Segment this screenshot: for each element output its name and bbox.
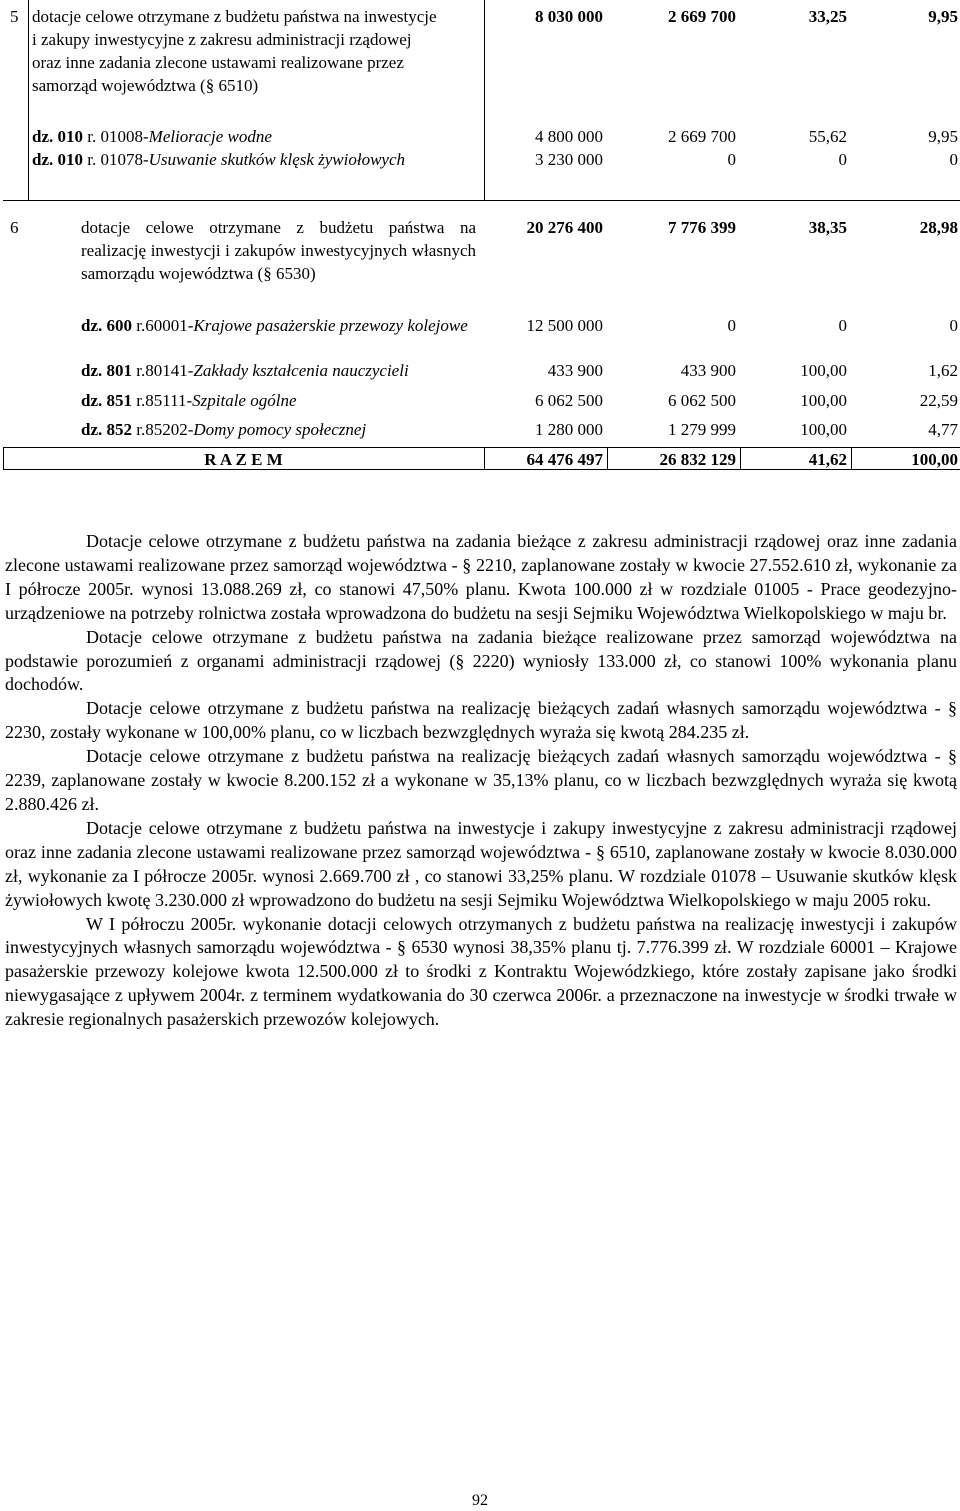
share-value: 0	[949, 150, 958, 169]
percent-value: 0	[838, 316, 847, 335]
row-number: 5	[10, 7, 19, 26]
plan-value: 3 230 000	[535, 150, 603, 169]
share-value: 0	[949, 316, 958, 335]
percent-value: 55,62	[808, 127, 847, 146]
percent-value: 0	[838, 150, 847, 169]
execution-value: 1 279 999	[668, 420, 736, 439]
total-label: R A Z E M	[204, 450, 283, 469]
plan-value: 8 030 000	[535, 7, 603, 26]
row-number: 6	[10, 218, 19, 237]
plan-value: 1 280 000	[535, 420, 603, 439]
share-value: 9,95	[928, 7, 958, 26]
paragraph: Dotacje celowe otrzymane z budżetu państwa na zadania bieżące z zakresu administracji rządowej oraz inne zadania zlecone ustawami realizowane przez samorząd województwa - § 2210, zaplanowane zostały w kwocie 27.552.610 zł, wykonanie za I półrocze 2005r. wynosi 13.088.269 zł, co stanowi 47,50% planu. Kwota 100.000 zł w rozdziale 01005 - Prace geodezyjno-urządzeniowe na potrzeby rolnictwa została wprowadzona do budżetu na sesji Sejmiku Województwa Wielkopolskiego w maju br.	[5, 531, 957, 623]
share-value: 9,95	[928, 127, 958, 146]
subrow-label: dz. 600 r.60001-Krajowe pasażerskie przewozy kolejowe	[81, 316, 468, 335]
share-value: 4,77	[928, 420, 958, 439]
share-value: 22,59	[919, 391, 958, 410]
page-number: 92	[472, 1492, 488, 1509]
table-line	[3, 200, 960, 201]
percent-value: 100,00	[800, 420, 847, 439]
plan-value: 433 900	[547, 361, 603, 380]
budget-table	[3, 0, 960, 470]
table-line	[851, 448, 852, 470]
paragraph: Dotacje celowe otrzymane z budżetu państwa na realizację bieżących zadań własnych samorządu województwa - § 2239, zaplanowane zostały w kwocie 8.200.152 zł a wykonane w 35,13% planu, co w liczbach bezwzględnych wyraża się kwotą 2.880.426 zł.	[5, 746, 957, 814]
percent-value: 100,00	[800, 391, 847, 410]
table-line	[740, 448, 741, 470]
execution-value: 7 776 399	[668, 218, 736, 237]
table-line	[484, 448, 485, 470]
percent-value: 38,35	[808, 218, 847, 237]
share-value: 28,98	[919, 218, 958, 237]
row-description: dotacje celowe otrzymane z budżetu państwa na inwestycje i zakupy inwestycyjne z zakresu administracji rządowej oraz inne zadania zlecone ustawami realizowane przez samorząd województwa (§ 6510)	[32, 7, 437, 95]
body-text	[5, 530, 957, 1032]
total-share-value: 100,00	[911, 450, 958, 469]
execution-value: 0	[727, 316, 736, 335]
subrow-label: dz. 801 r.80141-Zakłady kształcenia nauczycieli	[81, 361, 409, 380]
share-value: 1,62	[928, 361, 958, 380]
total-execution-value: 26 832 129	[659, 450, 736, 469]
percent-value: 100,00	[800, 361, 847, 380]
plan-value: 12 500 000	[526, 316, 603, 335]
subrow-label: dz. 851 r.85111-Szpitale ogólne	[81, 391, 297, 410]
paragraph: Dotacje celowe otrzymane z budżetu państwa na zadania bieżące realizowane przez samorząd województwa na podstawie porozumień z organami administracji rządowej (§ 2220) wyniosły 133.000 zł, co stanowi 100% wykonania planu dochodów.	[5, 626, 957, 695]
plan-value: 6 062 500	[535, 391, 603, 410]
execution-value: 6 062 500	[668, 391, 736, 410]
percent-value: 33,25	[808, 7, 847, 26]
row-description: dotacje celowe otrzymane z budżetu państwa na realizację inwestycji i zakupów inwestycyjnych własnych samorządu województwa (§ 6530)	[81, 218, 476, 283]
plan-value: 20 276 400	[526, 218, 603, 237]
execution-value: 0	[727, 150, 736, 169]
table-line	[28, 0, 29, 200]
paragraph: Dotacje celowe otrzymane z budżetu państwa na inwestycje i zakupy inwestycyjne z zakresu administracji rządowej oraz inne zadania zlecone ustawami realizowane przez samorząd województwa - § 6510, zaplanowane zostały w kwocie 8.030.000 zł, wykonanie za I półrocze 2005r. wynosi 2.669.700 zł , co stanowi 33,25% planu. W rozdziale 01078 – Usuwanie skutków klęsk żywiołowych kwotę 3.230.000 zł wprowadzono do budżetu na sesji Sejmiku Województwa Wielkopolskiego w maju 2005 roku.	[5, 817, 957, 910]
table-line	[607, 448, 608, 470]
plan-value: 4 800 000	[535, 127, 603, 146]
paragraph: W I półroczu 2005r. wykonanie dotacji celowych otrzymanych z budżetu państwa na realizację inwestycji i zakupów inwestycyjnych własnych samorządu województwa - § 6530 wynosi 38,35% planu tj. 7.776.399 zł. W rozdziale 60001 – Krajowe pasażerskie przewozy kolejowe kwota 12.500.000 zł to środki z Kontraktu Wojewódzkiego, które zostały zapisane jako środki niewygasające z upływem 2004r. z terminem wydatkowania do 30 czerwca 2006r. a przeznaczone na inwestycje w środki trwałe w zakresie regionalnych pasażerskich przewozów kolejowych.	[5, 913, 957, 1030]
subrow-label: dz. 852 r.85202-Domy pomocy społecznej	[81, 420, 367, 439]
total-percent-value: 41,62	[808, 450, 847, 469]
total-plan-value: 64 476 497	[526, 450, 603, 469]
execution-value: 433 900	[680, 361, 736, 380]
subrow-label: dz. 010 r. 01008-Melioracje wodne	[32, 127, 272, 146]
subrow-label: dz. 010 r. 01078-Usuwanie skutków klęsk żywiołowych	[32, 150, 406, 169]
execution-value: 2 669 700	[668, 7, 736, 26]
table-line	[484, 0, 485, 200]
execution-value: 2 669 700	[668, 127, 736, 146]
paragraph: Dotacje celowe otrzymane z budżetu państwa na realizację bieżących zadań własnych samorządu województwa - § 2230, zostały wykonane w 100,00% planu, co w liczbach bezwzględnych wyraża się kwotą 284.235 zł.	[5, 698, 957, 743]
